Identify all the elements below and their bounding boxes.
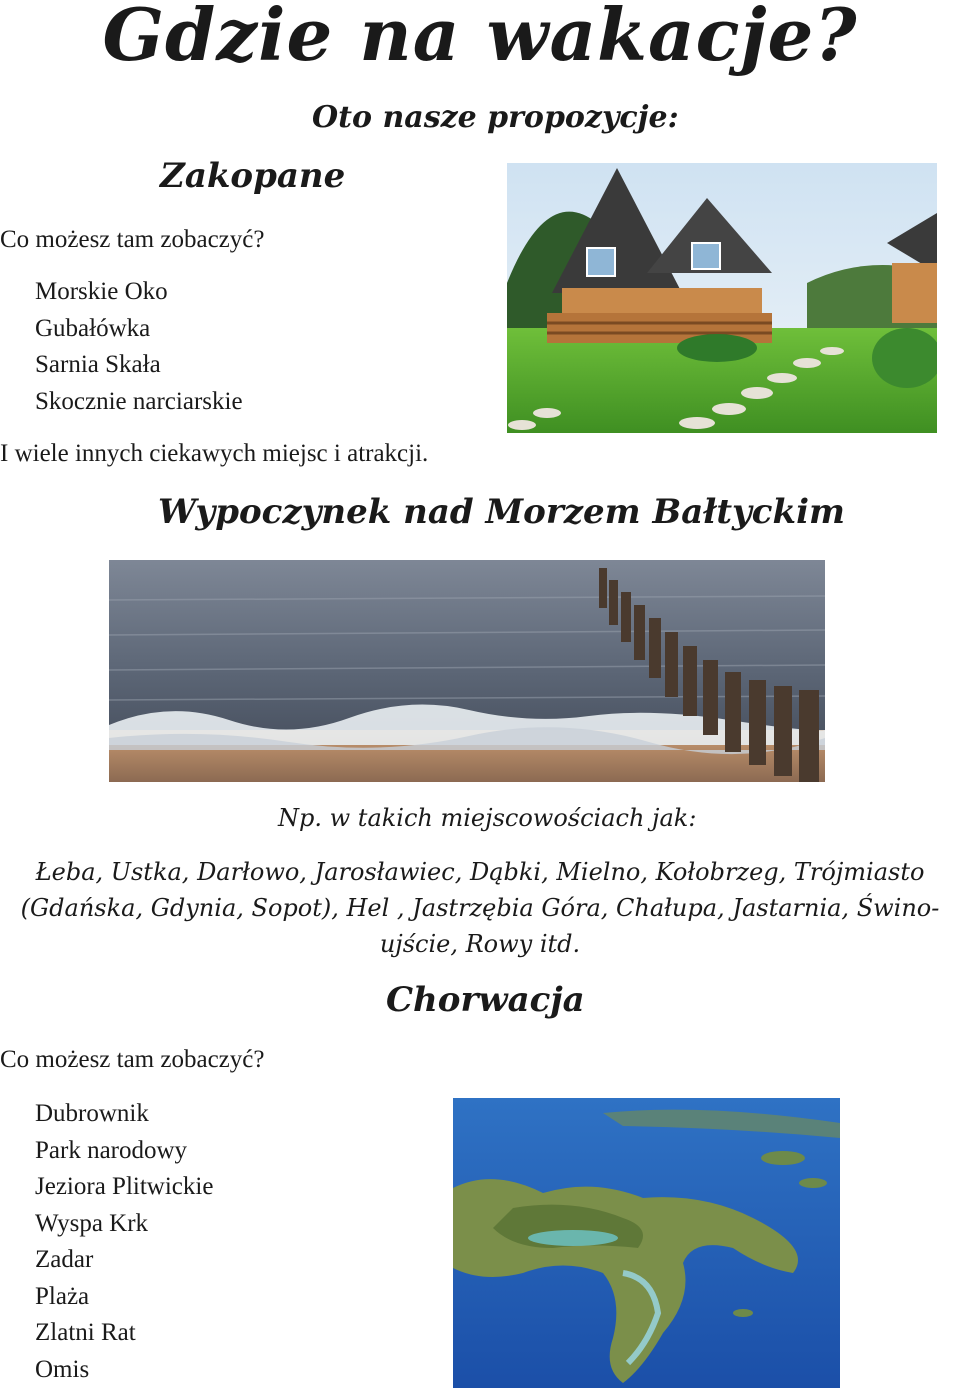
baltic-towns-line-3: ujście, Rowy itd. — [379, 930, 581, 958]
list-item: Sarnia Skała — [35, 351, 161, 378]
list-item: Wyspa Krk — [35, 1209, 149, 1237]
list-item: Omis — [35, 1355, 90, 1383]
zakopane-question: Co możesz tam zobaczyć? — [0, 226, 265, 253]
croatia-attractions-list — [35, 1096, 213, 1388]
list-item: Morskie Oko — [35, 278, 168, 305]
page-title: Gdzie na wakacje? — [102, 0, 858, 77]
page-subtitle: Oto nasze propozycje: — [312, 100, 679, 135]
croatia-heading: Chorwacja — [386, 980, 585, 1020]
list-item: Park narodowy — [35, 1136, 188, 1164]
list-item: Gubałówka — [35, 314, 151, 342]
baltic-towns-line-1: Łeba, Ustka, Darłowo, Jarosławiec, Dąbki, Mielno, Kołobrzeg, Trójmiasto — [35, 858, 925, 886]
baltic-intro: Np. w takich miejscowościach jak: — [278, 804, 697, 832]
zakopane-footer: I wiele innych ciekawych miejsc i atrakcji. — [0, 440, 429, 467]
baltic-heading: Wypoczynek nad Morzem Bałtyckim — [158, 492, 845, 532]
zakopane-heading: Zakopane — [160, 156, 346, 196]
list-item: Dubrownik — [35, 1100, 149, 1127]
zakopane-house-photo — [507, 163, 937, 433]
croatia-question: Co możesz tam zobaczyć? — [0, 1046, 265, 1073]
list-item: Plaża — [35, 1282, 90, 1310]
baltic-towns-line-2: (Gdańska, Gdynia, Sopot), Hel , Jastrzębia Góra, Chałupa, Jastarnia, Świno- — [20, 894, 940, 922]
zakopane-attractions-list — [35, 274, 243, 420]
list-item: Zadar — [35, 1246, 94, 1273]
list-item: Zlatni Rat — [35, 1319, 136, 1346]
baltic-sea-photo — [109, 560, 825, 782]
croatia-islands-photo — [453, 1098, 840, 1388]
list-item: Skocznie narciarskie — [35, 387, 243, 415]
list-item: Jeziora Plitwickie — [35, 1173, 214, 1200]
